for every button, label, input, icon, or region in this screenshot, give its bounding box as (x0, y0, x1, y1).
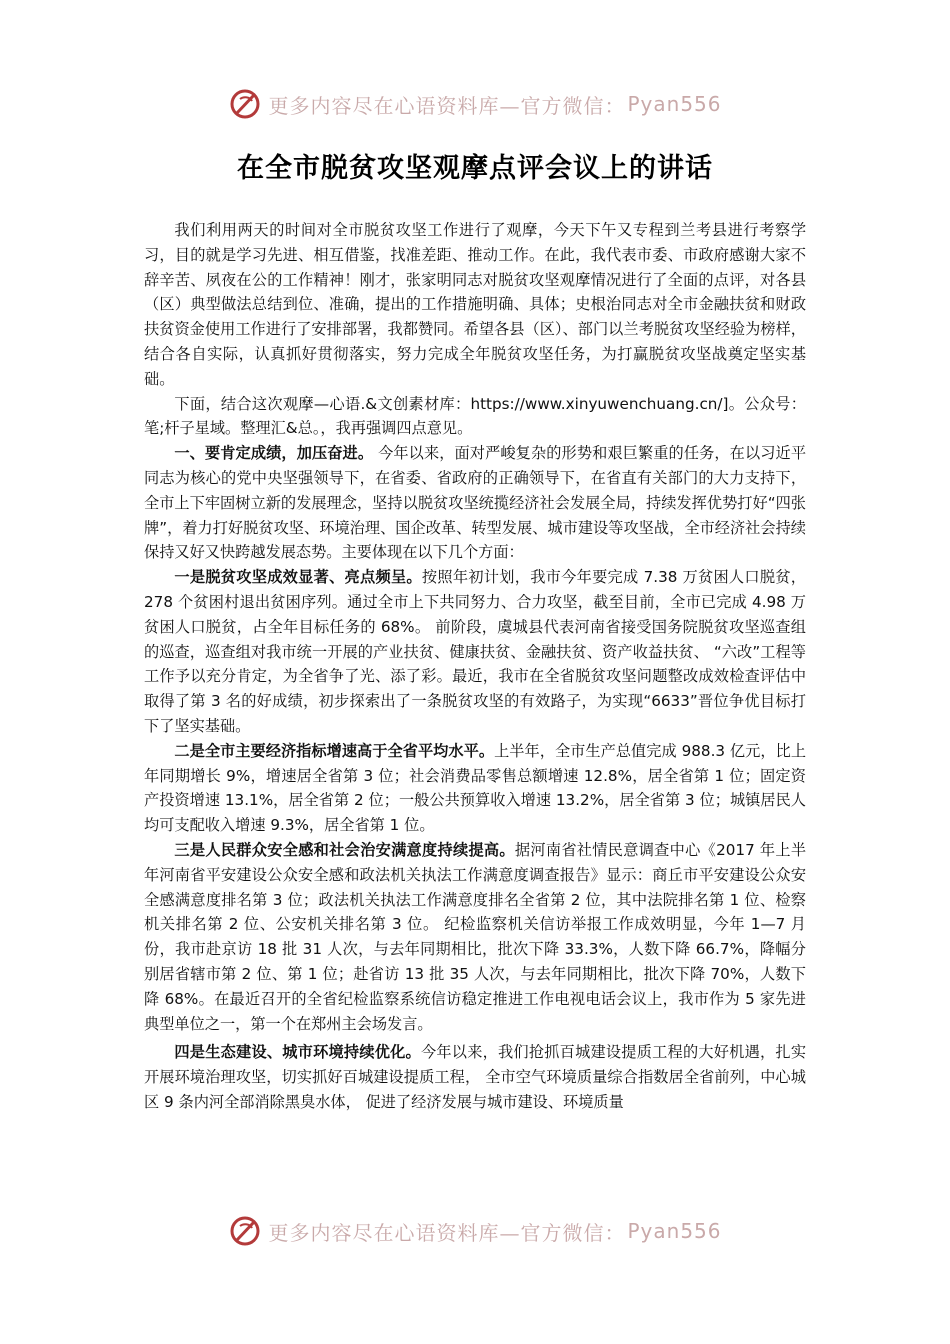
paragraph: 下面，结合这次观摩—心语.&文创素材库：https://www.xinyuwenchuang.cn/]。公众号：笔;杆子星域。整理汇&总。，我再强调四点意见。 (144, 394, 806, 438)
logo-icon (228, 1214, 262, 1248)
document-body (144, 218, 806, 1115)
logo-icon (228, 87, 262, 121)
section-heading: 一、要肯定成绩，加压奋进。 (174, 444, 374, 463)
watermark-text: 更多内容尽在心语资料库—官方微信： (268, 1220, 626, 1245)
paragraph: 四是生态建设、城市环境持续优化。今年以来，我们抢抓百城建设提质工程的大好机遇，扎实开展环境治理攻坚，切实抓好百城建设提质工程， 全市空气环境质量综合指数居全省前列，中心城区 9 条内河全部消除黑臭水体， 促进了经济发展与城市建设、环境质量 (144, 1043, 807, 1111)
section-heading: 一是脱贫攻坚成效显著、亮点频呈。 (174, 568, 422, 587)
paragraph: 一是脱贫攻坚成效显著、亮点频呈。按照年初计划，我市今年要完成 7.38 万贫困人口脱贫，278 个贫困村退出贫困序列。通过全市上下共同努力、合力攻坚，截至目前，全市已完成 4.98 万贫困人口脱贫，占全年目标任务的 68%。 前阶段，虞城县代表河南省接受国务院脱贫攻坚巡查组的巡查，巡查组对我市统一开展的产业扶贫、健康扶贫、金融扶贫、资产收益扶贫、 “六改”工程等工作予以充分肯定，为全省争了光、添了彩。最近，我市在全省脱贫攻坚问题整改成效检查评估中取得了第 3 名的好成绩，初步探索出了一条脱贫攻坚的有效路子，为实现“6633”晋位争优目标打下了坚实基础。 (144, 568, 806, 735)
footer-watermark (0, 1211, 950, 1251)
paragraph: 我们利用两天的时间对全市脱贫攻坚工作进行了观摩，今天下午又专程到兰考县进行考察学习，目的就是学习先进、相互借鉴，找准差距、推动工作。在此，我代表市委、市政府感谢大家不辞辛苦、夙夜在公的工作精神！刚才，张家明同志对脱贫攻坚观摩情况进行了全面的点评，对各县（区）典型做法总结到位、准确，提出的工作措施明确、具体；史根治同志对全市金融扶贫和财政扶贫资金使用工作进行了安排部署，我都赞同。希望各县（区）、部门以兰考脱贫攻坚经验为榜样，结合各自实际，认真抓好贯彻落实，努力完成全年脱贫攻坚任务，为打赢脱贫攻坚战奠定坚实基础。 (144, 221, 806, 388)
watermark-text: 更多内容尽在心语资料库—官方微信： (268, 93, 626, 118)
paragraph: 一、要肯定成绩，加压奋进。 今年以来，面对严峻复杂的形势和艰巨繁重的任务，在以习近平同志为核心的党中央坚强领导下，在省委、省政府的正确领导下，在省直有关部门的大力支持下，全市上下牢固树立新的发展理念，坚持以脱贫攻坚统揽经济社会发展全局，持续发挥优势打好“四张牌”，着力打好脱贫攻坚、环境治理、国企改革、转型发展、城市建设等攻坚战，全市经济社会持续保持又好又快跨越发展态势。主要体现在以下几个方面： (144, 444, 807, 562)
section-heading: 三是人民群众安全感和社会治安满意度持续提高。 (174, 840, 515, 859)
header-watermark (0, 84, 950, 124)
section-heading: 二是全市主要经济指标增速高于全省平均水平。 (174, 741, 495, 760)
section-heading: 四是生态建设、城市环境持续优化。 (174, 1043, 421, 1062)
paragraph: 三是人民群众安全感和社会治安满意度持续提高。据河南省社情民意调查中心《2017 年上半年河南省平安建设公众安全感和政法机关执法工作满意度调查报告》显示：商丘市平安建设公众安全感满意度排名第 3 位；政法机关执法工作满意度排名全省第 2 位，其中法院排名第 1 位、检察机关排名第 2 位、公安机关排名第 3 位。 纪检监察机关信访举报工作成效明显，今年 1—7 月份，我市赴京访 18 批 31 人次，与去年同期相比，批次下降 33.3%，人数下降 66.7%，降幅分别居省辖市第 2 位、第 1 位；赴省访 13 批 35 人次，与去年同期相比，批次下降 70%，人数下降 68%。在最近召开的全省纪检监察系统信访稳定推进工作电视电话会议上，我市作为 5 家先进典型单位之一，第一个在郑州主会场发言。 (144, 840, 807, 1033)
watermark-id: Pyan556 (627, 1219, 722, 1243)
paragraph: 二是全市主要经济指标增速高于全省平均水平。上半年，全市生产总值完成 988.3 亿元，比上年同期增长 9%，增速居全省第 3 位；社会消费品零售总额增速 12.8%，居全省第 1 位；固定资产投资增速 13.1%，居全省第 2 位；一般公共预算收入增速 13.2%，居全省第 3 位；城镇居民人均可支配收入增速 9.3%，居全省第 1 位。 (144, 741, 807, 835)
watermark-id: Pyan556 (627, 92, 722, 116)
document-title: 在全市脱贫攻坚观摩点评会议上的讲话 (237, 153, 713, 184)
